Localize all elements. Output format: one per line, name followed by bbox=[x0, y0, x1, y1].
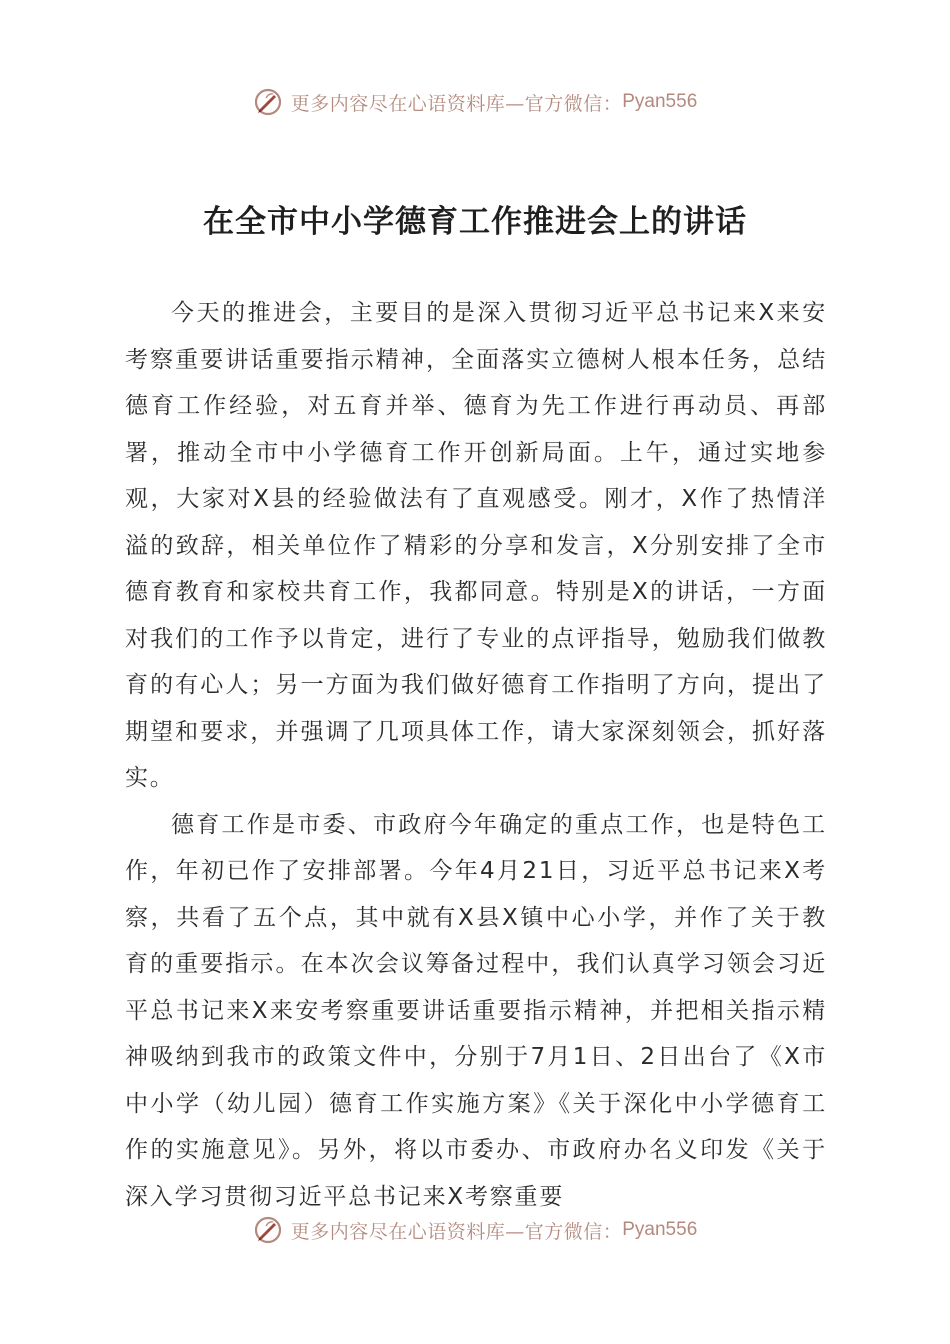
body-paragraph-1: 今天的推进会，主要目的是深入贯彻习近平总书记来X来安考察重要讲话重要指示精神，全面落实立德树人根本任务，总结德育工作经验，对五育并举、德育为先工作进行再动员、再部署，推动全市中小学德育工作开创新局面。上午，通过实地参观，大家对X县的经验做法有了直观感受。刚才，X作了热情洋溢的致辞，相关单位作了精彩的分享和发言，X分别安排了全市德育教育和家校共育工作，我都同意。特别是X的讲话，一方面对我们的工作予以肯定，进行了专业的点评指导，勉励我们做教育的有心人；另一方面为我们做好德育工作指明了方向，提出了期望和要求，并强调了几项具体工作，请大家深刻领会，抓好落实。 bbox=[125, 300, 827, 791]
body-paragraph-2: 德育工作是市委、市政府今年确定的重点工作，也是特色工作，年初已作了安排部署。今年4月21日，习近平总书记来X考察，共看了五个点，其中就有X县X镇中心小学，并作了关于教育的重要指示。在本次会议筹备过程中，我们认真学习领会习近平总书记来X来安考察重要讲话重要指示精神，并把相关指示精神吸纳到我市的政策文件中，分别于7月1日、2日出台了《X市中小学（幼儿园）德育工作实施方案》《关于深化中小学德育工作的实施意见》。另外，将以市委办、市政府办名义印发《关于深入学习贯彻习近平总书记来X考察重要 bbox=[125, 811, 827, 1210]
header-wechat-id: Pyan556 bbox=[622, 91, 698, 112]
footer-watermark-banner bbox=[0, 1210, 950, 1250]
pen-circle-icon bbox=[253, 87, 283, 117]
footer-wechat-id: Pyan556 bbox=[622, 1219, 698, 1240]
header-watermark-banner bbox=[0, 82, 950, 122]
document-title: 在全市中小学德育工作推进会上的讲话 bbox=[203, 204, 747, 240]
pen-circle-icon bbox=[253, 1215, 283, 1245]
footer-watermark-text: 更多内容尽在心语资料库—官方微信： bbox=[290, 1220, 623, 1243]
header-watermark-text: 更多内容尽在心语资料库—官方微信： bbox=[290, 92, 623, 115]
document-body bbox=[125, 290, 827, 1220]
